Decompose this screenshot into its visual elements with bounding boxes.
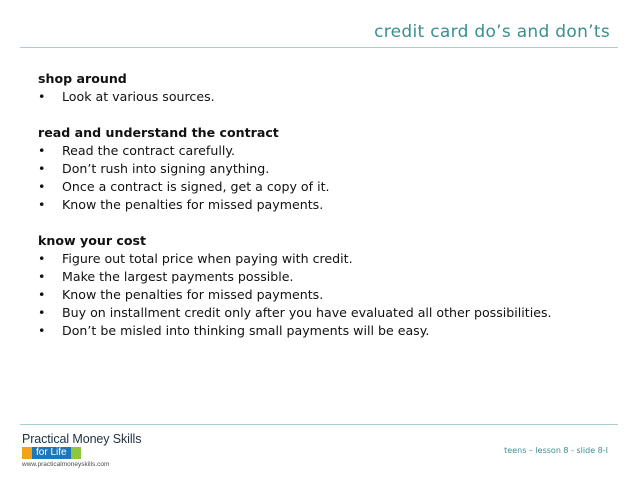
bullet-icon: • bbox=[38, 89, 46, 104]
list-item-text: Read the contract carefully. bbox=[62, 143, 235, 158]
bullet-icon: • bbox=[38, 305, 46, 320]
logo-tagline: for Life bbox=[32, 447, 71, 459]
list-item-text: Figure out total price when paying with credit. bbox=[62, 251, 353, 266]
list-item bbox=[38, 322, 618, 340]
bullet-icon: • bbox=[38, 143, 46, 158]
slide-title: credit card do’s and don’ts bbox=[374, 22, 610, 42]
list-item bbox=[38, 250, 618, 268]
section-heading: read and understand the contract bbox=[38, 125, 279, 140]
logo-url: www.practicalmoneyskills.com bbox=[22, 461, 110, 468]
bullet-icon: • bbox=[38, 323, 46, 338]
logo-brand-text: Practical Money Skills bbox=[22, 432, 142, 446]
list-item bbox=[38, 196, 618, 214]
list-item bbox=[38, 286, 618, 304]
section-read-contract bbox=[38, 124, 618, 214]
logo-orange-square bbox=[22, 447, 32, 459]
list-item bbox=[38, 160, 618, 178]
brand-logo bbox=[22, 432, 162, 472]
slide-content bbox=[38, 70, 618, 340]
slide-reference: teens – lesson 8 - slide 8-I bbox=[504, 446, 608, 455]
list-item-text: Once a contract is signed, get a copy of it. bbox=[62, 179, 330, 194]
list-item-text: Don’t rush into signing anything. bbox=[62, 161, 270, 176]
bullet-icon: • bbox=[38, 287, 46, 302]
list-item bbox=[38, 304, 618, 322]
list-item-text: Look at various sources. bbox=[62, 89, 215, 104]
list-item bbox=[38, 88, 618, 106]
top-divider bbox=[20, 47, 618, 48]
list-item-text: Buy on installment credit only after you have evaluated all other possibilities. bbox=[62, 305, 552, 320]
section-heading: know your cost bbox=[38, 233, 147, 248]
bullet-icon: • bbox=[38, 251, 46, 266]
bottom-divider bbox=[20, 424, 618, 425]
logo-tagline-row bbox=[22, 447, 162, 459]
list-item-text: Don’t be misled into thinking small payments will be easy. bbox=[62, 323, 430, 338]
section-shop-around bbox=[38, 70, 618, 106]
bullet-icon: • bbox=[38, 197, 46, 212]
section-know-cost bbox=[38, 232, 618, 340]
list-item bbox=[38, 178, 618, 196]
bullet-icon: • bbox=[38, 161, 46, 176]
bullet-icon: • bbox=[38, 269, 46, 284]
list-item-text: Know the penalties for missed payments. bbox=[62, 287, 324, 302]
section-heading: shop around bbox=[38, 71, 127, 86]
list-item bbox=[38, 142, 618, 160]
list-item-text: Make the largest payments possible. bbox=[62, 269, 294, 284]
list-item-text: Know the penalties for missed payments. bbox=[62, 197, 324, 212]
bullet-icon: • bbox=[38, 179, 46, 194]
list-item bbox=[38, 268, 618, 286]
logo-green-square bbox=[71, 447, 81, 459]
